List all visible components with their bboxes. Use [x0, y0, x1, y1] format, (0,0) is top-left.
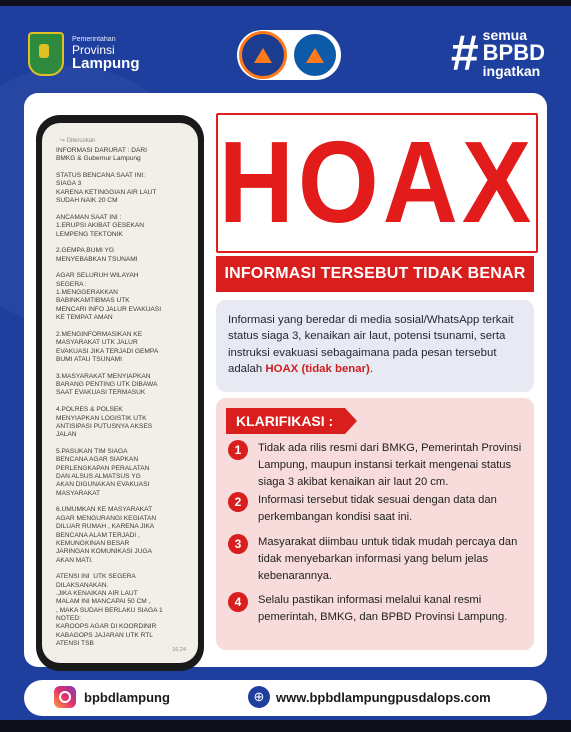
clarification-item — [228, 592, 528, 626]
header — [0, 6, 571, 92]
clarification-item — [228, 440, 528, 490]
clarification-item-text: Tidak ada rilis resmi dari BMKG, Pemerintah Provinsi Lampung, maupun instansi terkait mengenai status siaga 3 akibat kenaikan air laut 20 cm. — [258, 442, 522, 488]
not-true-banner: INFORMASI TERSEBUT TIDAK BENAR — [216, 256, 534, 292]
gov-province-label: Provinsi — [72, 42, 115, 57]
hashtag-line-2: BPBD — [482, 40, 545, 65]
clarification-item — [228, 492, 528, 526]
clarification-item — [228, 534, 528, 584]
instagram-icon — [54, 686, 76, 708]
whatsapp-message-screen — [42, 123, 198, 663]
instagram-handle: bpbdlampung — [84, 689, 170, 705]
globe-icon: ⊕ — [248, 686, 270, 708]
government-logo-block — [28, 32, 140, 76]
hashtag-line-1: semua — [482, 27, 528, 43]
info-paragraph: Informasi yang beredar di media sosial/WhatsApp terkait status siaga 3, kenaikan air laut, potensi tsunami, serta instruksi evakuasi sebagaimana pada pesan tersebut adalah HOAX (tidak benar). — [228, 314, 514, 376]
website-url: www.bpbdlampungpusdalops.com — [276, 689, 491, 705]
info-box — [216, 300, 534, 392]
item-number-badge: 2 — [228, 492, 248, 512]
phone-mockup — [36, 115, 204, 671]
hoax-message-text: INFORMASI DARURAT : DARI BMKG & Gubernur Lampung STATUS BENCANA SAAT INI: SIAGA 3 KARENA KETINGGIAN AIR LAUT SUDAH NAIK 20 CM ANCAMAN SAAT INI : 1.ERUPSI AKIBAT GESEKAN LEMPENG TEKTONIK 2.GEMPA BUMI YG MENYEBABKAN TSUNAMI AGAR SELURUH WILAYAH SEGERA : 1.MENGGERAKKAN BABINKAMTIBMAS UTK MENCARI INFO JALUR EVAKUASI KE TEMPAT AMAN 2.MENGINFORMASIKAN KE MASYARAKAT UTK JALUR EVAKUASI JIKA TERJADI GEMPA BUMI ATAU TSUNAMI 3.MASYARAKAT MENYIAPKAN BARANG PENTING UTK DIBAWA SAAT EVAKUASI TERMASUK 4.POLRES & POLSEK MENYIAPKAN LOGISTIK UTK ANTISIPASI PUTUSNYA AKSES JALAN 5.PASUKAN TIM SIAGA BENCANA AGAR SIAPKAN PERLENGKAPAN PERALATAN DAN ALSUS ALMATSUS YG AKAN DIGUNAKAN EVAKUASI MASYARAKAT 6.UMUMKAN KE MASYARAKAT AGAR MENGURANGI KEGIATAN DILUAR RUMAH , KARENA JIKA BENCANA ALAM TERJADI , KEMUNGKINAN BESAR JARINGAN KOMUNIKASI JUGA AKAN MATI. ATENSI INI UTK SEGERA DILAKSANAKAN. .JIKA KENAIKAN AIR LAUT MALAM INI MANCAPAI 50 CM , , MAKA SUDAH BERLAKU SIAGA 1 NOTED: KAROOPS AGAR DI KOORDINIR KABAGOPS JAJARAN UTK RTL ATENSI TSB — [56, 147, 163, 648]
hoax-emphasis: HOAX (tidak benar) — [265, 363, 370, 376]
agency-logos — [237, 30, 341, 80]
clarification-item-text: Masyarakat diimbau untuk tidak mudah percaya dan tidak menyebarkan informasi yang belum jelas kebenarannya. — [258, 536, 518, 582]
gov-province-name: Lampung — [72, 55, 140, 73]
poster — [0, 6, 571, 720]
hoax-title: HOAX — [218, 118, 536, 248]
forwarded-label: ↪ Diteruskan — [60, 138, 96, 144]
clarification-title: KLARIFIKASI : — [226, 408, 345, 434]
item-number-badge: 3 — [228, 534, 248, 554]
hash-symbol: # — [450, 25, 479, 81]
instagram-link[interactable] — [54, 686, 170, 708]
clarification-item-text: Selalu pastikan informasi melalui kanal resmi pemerintah, BMKG, dan BPBD Provinsi Lampung. — [258, 594, 508, 623]
clarification-item-text: Informasi tersebut tidak sesuai dengan data dan perkembangan kondisi saat ini. — [258, 494, 497, 523]
hoax-title-box — [216, 113, 538, 253]
clarification-box — [216, 398, 534, 650]
footer-bar — [24, 680, 547, 716]
website-link[interactable] — [248, 686, 491, 708]
pusdalops-logo-icon — [291, 31, 339, 79]
hashtag-line-3: ingatkan — [482, 63, 541, 79]
lampung-crest-icon — [28, 32, 64, 76]
bpbd-logo-icon — [239, 31, 287, 79]
gov-label: Pemerintahan — [72, 36, 116, 44]
item-number-badge: 1 — [228, 440, 248, 460]
hashtag-semua-bpbd-ingatkan — [450, 25, 545, 81]
item-number-badge: 4 — [228, 592, 248, 612]
message-time: 16.24 — [172, 647, 186, 653]
